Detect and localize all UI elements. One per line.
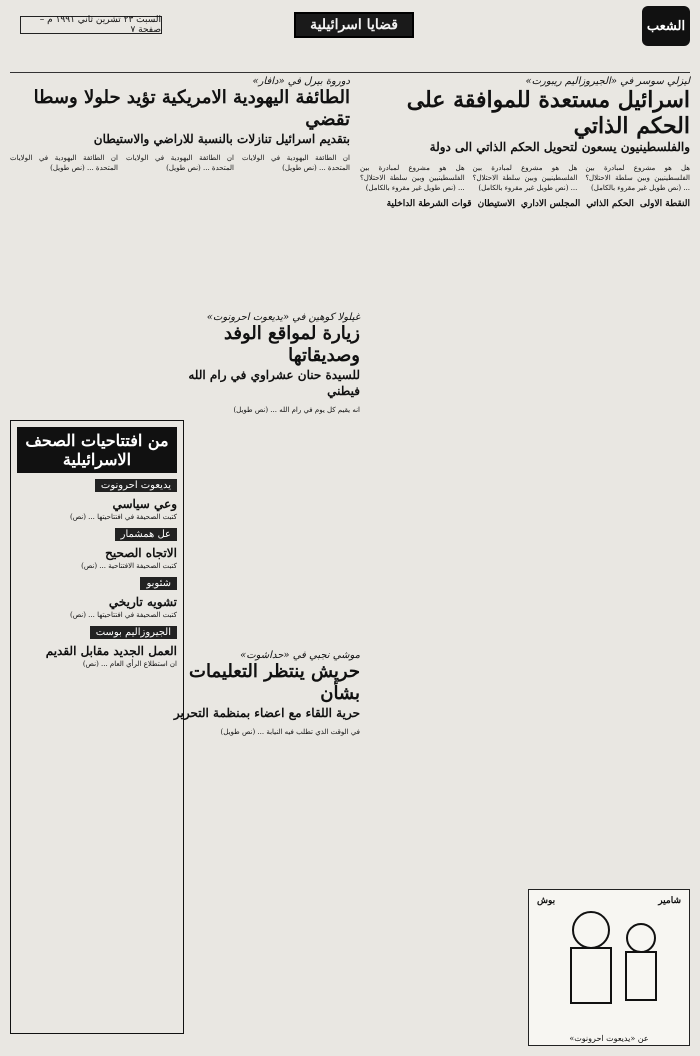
dateline (20, 16, 162, 34)
press-item-headline: وعي سياسي (112, 497, 177, 511)
figure-body-1 (571, 948, 611, 1003)
figure-head-1 (573, 912, 609, 948)
elwan-subtitle: للسيدة حنان عشراوي في رام الله فيطني (188, 368, 360, 398)
press-item-tag: شئوبو (140, 577, 177, 590)
press-item-tag: الجيروزاليم بوست (90, 626, 177, 639)
press-review (10, 420, 184, 1034)
main-subtitle: والفلسطينيون يسعون لتحويل الحكم الذاتي الى دولة (429, 140, 690, 154)
press-item-tag: عل همشمار (115, 528, 177, 541)
dateline-text: السبت ٢٣ تشرين ثاني ١٩٩١ م – صفحة ٧ (39, 15, 161, 35)
press-item-tag: يديعوت احرونوت (95, 479, 177, 492)
main-columns (357, 163, 690, 193)
hamas-title: حريش ينتظر التعليمات بشأن (189, 661, 360, 704)
section-banner (294, 12, 414, 38)
hamas-body: في الوقت الذي تطلب فيه النيابة ... (نص طويل) (220, 728, 360, 736)
elwan-body: انه يقيم كل يوم في رام الله ... (نص طويل) (233, 406, 360, 414)
lobby-kicker: دوروة بيرل في «دافار» (252, 76, 350, 87)
section-title: قضايا اسرائيلية (310, 17, 398, 33)
hamas-subtitle: حرية اللقاء مع اعضاء بمنظمة التحرير (173, 706, 360, 720)
lobby-title: الطائفة اليهودية الامريكية تؤيد حلولا وسطا تقضي (33, 87, 350, 130)
elwan-article (170, 312, 360, 662)
main-body-3: هل هو مشروع لمبادرة بين الفلسطينيين وبين سلطة الاحتلال؟ ... (نص طويل غير مقروء بالكامل) (357, 164, 465, 192)
lobby-subtitle: بتقديم اسرائيل تنازلات بالنسبة للاراضي والاستيطان (93, 132, 350, 146)
figure-body-2 (626, 952, 656, 1000)
press-item-4 (17, 620, 177, 669)
lobby-body-1: ان الطائفة اليهودية في الولايات المتحدة ... (نص طويل) (239, 154, 350, 172)
main-article (357, 76, 690, 736)
hamas-kicker: موشي نجبي في «حداشوت» (240, 650, 360, 661)
lobby-columns (7, 153, 350, 173)
main-subheads (360, 199, 690, 209)
press-item-2 (17, 522, 177, 571)
press-item-text: كتبت الصحيفة في افتتاحيتها ... (نص) (69, 513, 177, 521)
main-subhead-3: المجلس الاداري (520, 199, 581, 209)
press-item-3 (17, 571, 177, 620)
press-item-text: كتبت الصحيفة في افتتاحيتها ... (نص) (69, 611, 177, 619)
press-item-headline: العمل الجديد مقابل القديم (45, 644, 177, 658)
press-item-headline: الاتجاه الصحيح (105, 546, 177, 560)
main-subhead-2: الحكم الذاتي (586, 199, 634, 209)
main-kicker: ليزلي سوسر في «الجيروزاليم ريبورت» (525, 76, 690, 87)
masthead-title: الشعب (646, 18, 686, 34)
cartoon-caption: عن «يديعوت احرونوت» (569, 1034, 649, 1043)
hamas-article (170, 650, 360, 1040)
elwan-kicker: غيلولا كوهين في «يديعوت احرونوت» (206, 312, 360, 323)
press-item-text: كتبت الصحيفة الافتتاحية ... (نص) (81, 562, 177, 570)
lobby-body-2: ان الطائفة اليهودية في الولايات المتحدة ... (نص طويل) (123, 154, 234, 172)
main-subhead-1: النقطة الاولى (639, 199, 690, 209)
masthead (642, 6, 690, 46)
press-item-1 (17, 473, 177, 522)
header (10, 4, 690, 72)
top-rule (10, 72, 690, 73)
main-subhead-5: قوات الشرطة الداخلية (386, 199, 472, 209)
cartoon-label-2: بوش (537, 896, 556, 906)
main-body-2: هل هو مشروع لمبادرة بين الفلسطينيين وبين سلطة الاحتلال؟ ... (نص طويل غير مقروء بالكامل) (470, 164, 578, 192)
press-item-headline: تشويه تاريخي (108, 595, 177, 609)
main-title: اسرائيل مستعدة للموافقة على الحكم الذاتي (406, 87, 690, 139)
press-review-title: من افتتاحيات الصحف الاسرائيلية (17, 427, 177, 473)
elwan-title: زيارة لمواقع الوفد وصديقاتها (223, 323, 360, 366)
lobby-body-3: ان الطائفة اليهودية في الولايات المتحدة ... (نص طويل) (7, 154, 118, 172)
main-body-1: هل هو مشروع لمبادرة بين الفلسطينيين وبين سلطة الاحتلال؟ ... (نص طويل غير مقروء بالكامل) (583, 164, 690, 192)
cartoon (528, 889, 690, 1046)
main-subhead-4: الاستيطان (477, 199, 515, 209)
cartoon-label-1: شامير (658, 896, 681, 906)
figure-head-2 (627, 924, 655, 952)
press-item-text: ان استطلاع الرأي العام ... (نص) (82, 660, 177, 668)
cartoon-drawing (531, 890, 689, 1030)
